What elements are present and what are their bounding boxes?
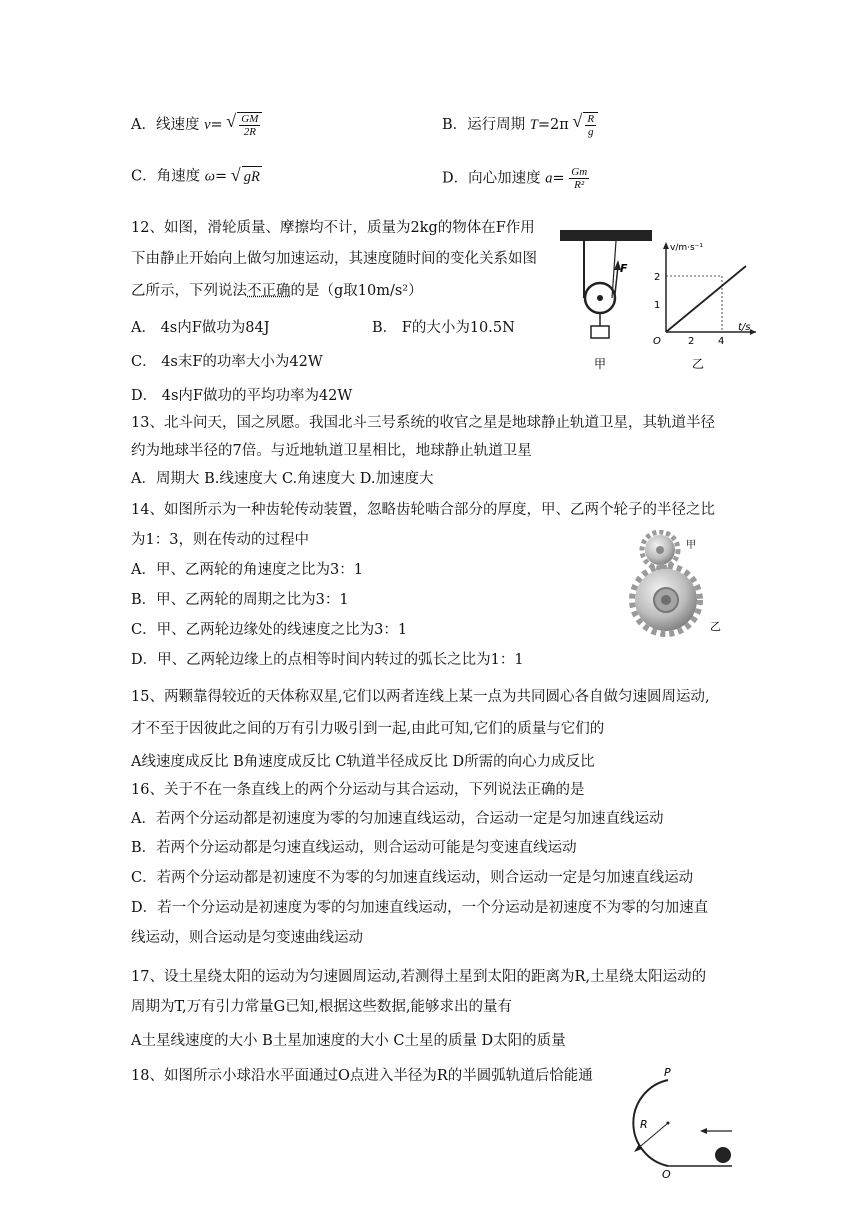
fig-jia-label: 甲 [594, 357, 607, 371]
q11-d-var: a [545, 170, 553, 187]
gear-yi-label: 乙 [710, 620, 721, 633]
q13-line2: 约为地球半径的7倍。与近地轨道卫星相比，地球静止轨道卫星 [131, 443, 532, 459]
q11-a-den: 2R [243, 126, 256, 138]
q14-option-c: C．甲、乙两轮边缘处的线速度之比为3：1 [131, 622, 408, 638]
q17-line1: 17、设土星绕太阳的运动为匀速圆周运动,若测得土星到太阳的距离为R,土星绕太阳运动的 [131, 969, 707, 985]
q11-b-eq: = [537, 117, 550, 133]
large-gear-yi [632, 566, 700, 634]
q12-option-c: C． 4s末F的功率大小为42W [131, 354, 323, 370]
q15-line1: 15、两颗靠得较近的天体称双星,它们以两者连线上某一点为共同圆心各自做匀速圆周运动, [131, 689, 710, 705]
q11-b-num: √ R [587, 113, 595, 125]
q11-d-label: D．向心加速度 [442, 170, 541, 187]
small-gear-jia [642, 532, 678, 568]
q11-a-eq: = [210, 117, 223, 133]
q11-b-label: B．运行周期 [442, 117, 526, 133]
q11-c-eq: = [214, 168, 228, 185]
ceiling-bar [560, 230, 652, 241]
q12-line1: 12、如图，滑轮质量、摩擦均不计，质量为2kg的物体在F作用 [131, 220, 535, 236]
q16-option-d-line1: D．若一个分运动是初速度为零的匀加速直线运动，一个分运动是初速度不为零的匀加速直 [131, 900, 709, 916]
q14-option-a: A．甲、乙两轮的角速度之比为3：1 [131, 562, 363, 578]
q14-line1: 14、如图所示为一种齿轮传动装置，忽略齿轮啮合部分的厚度，甲、乙两个轮子的半径之比 [131, 502, 715, 518]
q16-option-c: C．若两个分运动都是初速度不为零的匀加速直线运动，则合运动一定是匀加速直线运动 [131, 870, 694, 886]
q12-line3 [131, 281, 423, 301]
q12-vt-graph [652, 236, 762, 374]
q16-option-d-line2: 线运动，则合运动是匀变速曲线运动 [131, 930, 363, 946]
q18-track-figure [612, 1060, 742, 1180]
fig-yi-label: 乙 [692, 357, 705, 371]
q12-line3-a: 乙所示，下列说法 [131, 283, 247, 299]
q12-line2: 下由静止开始向上做匀加速运动，其速度随时间的变化关系如图 [131, 251, 537, 267]
q11-option-d [442, 166, 589, 191]
q16-option-b: B．若两个分运动都是匀速直线运动，则合运动可能是匀变速直线运动 [131, 840, 577, 856]
q12-emphasis-not-correct: 不正确 [247, 283, 291, 299]
ball [715, 1147, 731, 1163]
q14-gears-figure [628, 530, 728, 638]
q12-pulley-figure [558, 226, 661, 374]
q11-c-rad: √ gR [242, 166, 262, 187]
q11-d-den: R² [574, 179, 585, 191]
vt-origin: O [653, 336, 661, 347]
q11-c-var: ω [204, 168, 215, 185]
q13-options: A．周期大 B.线速度大 C.角速度大 D.加速度大 [131, 471, 434, 487]
q14-line2: 为1：3，则在传动的过程中 [131, 532, 309, 548]
q15-line2: 才不至于因彼此之间的万有引力吸引到一起,由此可知,它们的质量与它们的 [131, 721, 605, 737]
vt-xlabel: t/s [738, 322, 751, 333]
q14-option-b: B．甲、乙两轮的周期之比为3：1 [131, 592, 349, 608]
q11-a-var: v [204, 117, 211, 133]
q18-line1: 18、如图所示小球沿水平面通过O点进入半径为R的半圆弧轨道后恰能通 [131, 1068, 593, 1084]
q12-option-b: B． F的大小为10.5N [372, 320, 515, 336]
q11-b-sqrt [583, 112, 598, 138]
q17-line2: 周期为T,万有引力常量G已知,根据这些数据,能够求出的量有 [131, 999, 512, 1015]
mass-block [591, 326, 609, 338]
q11-option-a [131, 112, 262, 138]
q17-options: A土星线速度的大小 B土星加速度的大小 C土星的质量 D太阳的质量 [131, 1033, 566, 1049]
q16-option-a: A．若两个分运动都是初速度为零的匀加速直线运动，合运动一定是匀加速直线运动 [131, 811, 664, 827]
force-label: F [620, 262, 628, 275]
q12-option-a: A． 4s内F做功为84J [131, 320, 270, 336]
q11-option-b [442, 112, 598, 138]
vt-ylabel: v/m·s⁻¹ [670, 243, 704, 253]
gear-jia-label: 甲 [686, 540, 696, 551]
q11-option-c [131, 166, 262, 187]
point-O-label: O [662, 1168, 671, 1180]
q11-a-sqrt [237, 112, 262, 138]
q11-d-eq: = [552, 170, 565, 187]
point-P-label: P [664, 1066, 671, 1079]
q14-option-d: D．甲、乙两轮边缘上的点相等时间内转过的弧长之比为1：1 [131, 652, 524, 668]
vt-xtick-4: 4 [718, 336, 725, 347]
q11-b-var: T [529, 117, 538, 133]
semicircle-track [633, 1080, 668, 1166]
q11-a-label: A．线速度 [131, 117, 200, 133]
vt-ytick-1: 1 [654, 300, 661, 311]
q11-d-frac [569, 166, 589, 191]
q11-a-num: √ GM [241, 113, 259, 125]
q11-c-label: C．角速度 [131, 168, 201, 185]
q11-b-den: g [587, 126, 594, 138]
q16-line1: 16、关于不在一条直线上的两个分运动与其合运动，下列说法正确的是 [131, 782, 585, 798]
radius-R-label: R [640, 1118, 648, 1131]
q15-options: A线速度成反比 B角速度成反比 C轨道半径成反比 D所需的向心力成反比 [131, 754, 595, 770]
q11-b-coef: 2π [550, 117, 569, 133]
q11-d-num: Gm [571, 166, 588, 178]
q12-line3-c: 的是（g取10m/s²） [290, 283, 423, 299]
vt-ytick-2: 2 [654, 272, 661, 283]
q13-line1: 13、北斗问天，国之夙愿。我国北斗三号系统的收官之星是地球静止轨道卫星，其轨道半径 [131, 415, 715, 431]
q12-option-d: D． 4s内F做功的平均功率为42W [131, 388, 353, 404]
vt-xtick-2: 2 [688, 336, 695, 347]
